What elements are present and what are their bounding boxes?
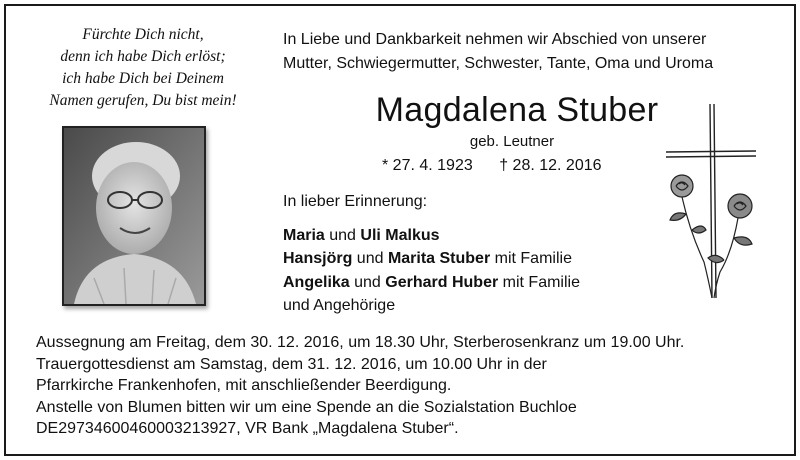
mourner-name: Angelika <box>283 273 350 291</box>
conjunction: und <box>352 250 388 267</box>
mourners-list <box>283 190 663 318</box>
mourner-suffix: mit Familie <box>498 273 580 291</box>
footer-line: Anstelle von Blumen bitten wir um eine Spende an die Sozialstation Buchloe <box>36 398 577 416</box>
footer-line: Trauergottesdienst am Samstag, dem 31. 12. 2016, um 10.00 Uhr in der <box>36 355 547 373</box>
verse-line: denn ich habe Dich erlöst; <box>60 48 226 65</box>
mourner-name: Hansjörg <box>283 250 353 267</box>
death-date: † 28. 12. 2016 <box>499 157 602 174</box>
footer-line: Aussegnung am Freitag, dem 30. 12. 2016, um 18.30 Uhr, Sterberosenkranz um 19.00 Uhr. <box>36 334 685 351</box>
verse-line: Fürchte Dich nicht, <box>82 26 204 43</box>
conjunction: und <box>324 226 361 244</box>
mourner-name: Uli Malkus <box>360 226 440 244</box>
life-dates <box>382 154 642 178</box>
footer-line: Pfarrkirche Frankenhofen, mit anschließender Beerdigung. <box>36 377 452 394</box>
intro-line: In Liebe und Dankbarkeit nehmen wir Abschied von unserer <box>283 31 707 48</box>
conjunction: und <box>349 273 386 291</box>
birth-date: * 27. 4. 1923 <box>382 157 473 174</box>
mourner-name: Marita Stuber <box>387 250 491 267</box>
obituary-notice <box>4 4 796 456</box>
farewell-intro <box>283 28 783 76</box>
memory-heading: In lieber Erinnerung: <box>283 193 428 210</box>
mourner-name: Gerhard Huber <box>385 273 499 291</box>
service-details <box>36 332 786 440</box>
bible-verse <box>28 24 258 112</box>
verse-line: ich habe Dich bei Deinem <box>62 70 224 87</box>
footer-line: DE29734600460003213927, VR Bank „Magdalena Stuber“. <box>36 420 459 437</box>
mourner-closing: und Angehörige <box>283 297 396 314</box>
mourner-row <box>283 224 663 248</box>
mourner-suffix: mit Familie <box>490 250 572 267</box>
cross-with-roses-icon <box>656 102 766 302</box>
mourner-row <box>283 271 663 295</box>
portrait-illustration <box>64 128 204 304</box>
mourner-row <box>283 247 663 271</box>
intro-line: Mutter, Schwiegermutter, Schwester, Tante, Oma und Uroma <box>283 55 714 72</box>
portrait-photo <box>62 126 206 306</box>
verse-line: Namen gerufen, Du bist mein! <box>49 92 237 109</box>
mourner-name: Maria <box>283 226 325 244</box>
maiden-name: geb. Leutner <box>469 133 555 150</box>
deceased-name: Magdalena Stuber <box>375 91 659 129</box>
